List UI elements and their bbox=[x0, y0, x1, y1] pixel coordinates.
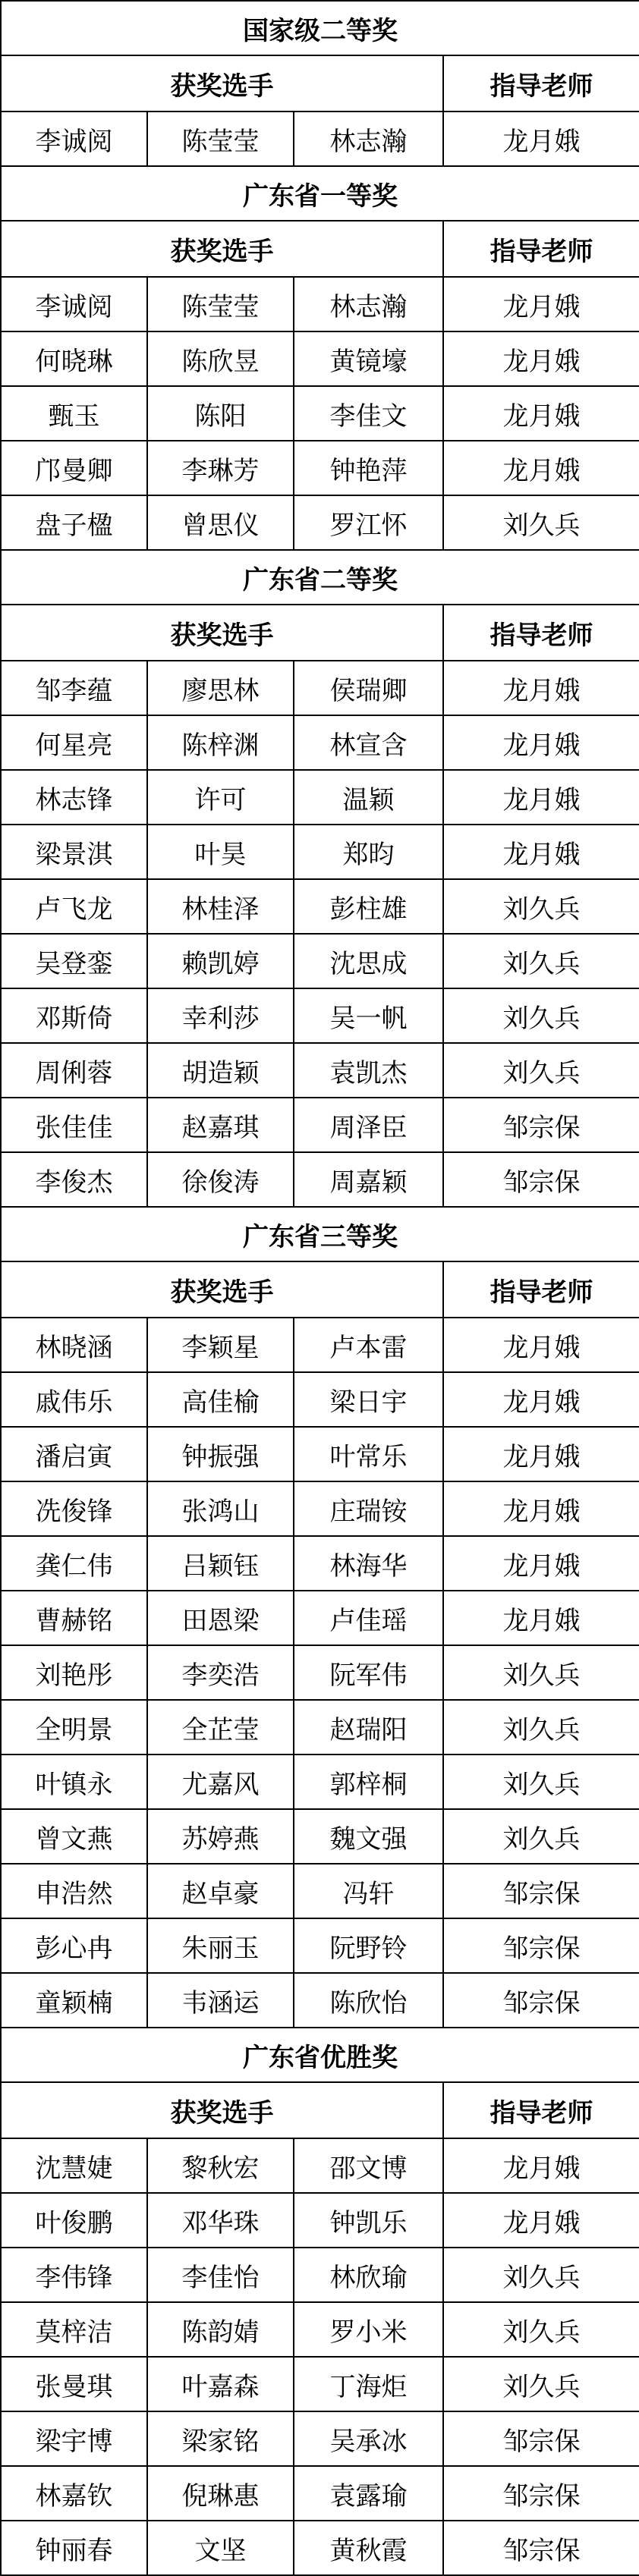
student-name-cell: 黄镜壕 bbox=[294, 331, 443, 386]
student-name-cell: 陈莹莹 bbox=[147, 112, 294, 166]
student-name-cell: 童颖楠 bbox=[1, 1973, 147, 2028]
teacher-name-cell: 邹宗保 bbox=[443, 1152, 639, 1207]
table-row bbox=[1, 1098, 639, 1152]
student-name-cell: 李伟锋 bbox=[1, 2248, 147, 2302]
teacher-name-cell: 刘久兵 bbox=[443, 1700, 639, 1755]
student-name-cell: 郭梓桐 bbox=[294, 1755, 443, 1809]
teacher-name-cell: 刘久兵 bbox=[443, 988, 639, 1043]
table-row bbox=[1, 715, 639, 770]
teacher-name-cell: 龙月娥 bbox=[443, 1481, 639, 1536]
teacher-name-cell: 龙月娥 bbox=[443, 331, 639, 386]
teacher-name-cell: 刘久兵 bbox=[443, 934, 639, 988]
student-name-cell: 廖思林 bbox=[147, 661, 294, 715]
student-name-cell: 林嘉钦 bbox=[1, 2466, 147, 2521]
teacher-name-cell: 龙月娥 bbox=[443, 1591, 639, 1645]
student-name-cell: 叶昊 bbox=[147, 825, 294, 879]
student-name-cell: 钟凯乐 bbox=[294, 2193, 443, 2248]
student-name-cell: 何星亮 bbox=[1, 715, 147, 770]
student-name-cell: 邵文博 bbox=[294, 2138, 443, 2193]
student-name-cell: 阮野铃 bbox=[294, 1918, 443, 1973]
section-title-row bbox=[1, 550, 639, 605]
student-name-cell: 冼俊锋 bbox=[1, 1481, 147, 1536]
student-name-cell: 赵嘉琪 bbox=[147, 1098, 294, 1152]
section-title-row bbox=[1, 1, 639, 55]
student-name-cell: 龚仁伟 bbox=[1, 1536, 147, 1591]
student-name-cell: 何晓琳 bbox=[1, 331, 147, 386]
student-name-cell: 陈欣昱 bbox=[147, 331, 294, 386]
teacher-name-cell: 龙月娥 bbox=[443, 661, 639, 715]
teacher-name-cell: 刘久兵 bbox=[443, 2248, 639, 2302]
table-row bbox=[1, 1755, 639, 1809]
student-name-cell: 林志锋 bbox=[1, 770, 147, 825]
student-name-cell: 林海华 bbox=[294, 1536, 443, 1591]
column-header-row bbox=[1, 221, 639, 277]
teacher-name-cell: 龙月娥 bbox=[443, 2138, 639, 2193]
student-name-cell: 徐俊涛 bbox=[147, 1152, 294, 1207]
student-name-cell: 黎秋宏 bbox=[147, 2138, 294, 2193]
table-row bbox=[1, 2357, 639, 2411]
section-title: 广东省优胜奖 bbox=[1, 2028, 639, 2082]
winners-header: 获奖选手 bbox=[1, 55, 443, 112]
student-name-cell: 阮军伟 bbox=[294, 1645, 443, 1700]
student-name-cell: 林欣瑜 bbox=[294, 2248, 443, 2302]
teacher-name-cell: 邹宗保 bbox=[443, 2466, 639, 2521]
student-name-cell: 许可 bbox=[147, 770, 294, 825]
teacher-name-cell: 刘久兵 bbox=[443, 1755, 639, 1809]
student-name-cell: 周泽臣 bbox=[294, 1098, 443, 1152]
table-row bbox=[1, 1973, 639, 2028]
table-row bbox=[1, 277, 639, 331]
student-name-cell: 盘子楹 bbox=[1, 495, 147, 550]
student-name-cell: 戚伟乐 bbox=[1, 1372, 147, 1427]
student-name-cell: 全芷莹 bbox=[147, 1700, 294, 1755]
table-row bbox=[1, 441, 639, 495]
student-name-cell: 陈梓渊 bbox=[147, 715, 294, 770]
teacher-name-cell: 邹宗保 bbox=[443, 1864, 639, 1918]
student-name-cell: 侯瑞卿 bbox=[294, 661, 443, 715]
table-row bbox=[1, 1318, 639, 1372]
student-name-cell: 叶嘉森 bbox=[147, 2357, 294, 2411]
student-name-cell: 曾思仪 bbox=[147, 495, 294, 550]
student-name-cell: 黄秋霞 bbox=[294, 2521, 443, 2575]
student-name-cell: 张佳佳 bbox=[1, 1098, 147, 1152]
table-row bbox=[1, 661, 639, 715]
section-title: 广东省二等奖 bbox=[1, 550, 639, 605]
student-name-cell: 周俐蓉 bbox=[1, 1043, 147, 1098]
student-name-cell: 叶俊鹏 bbox=[1, 2193, 147, 2248]
table-row bbox=[1, 2466, 639, 2521]
section-title: 国家级二等奖 bbox=[1, 1, 639, 55]
student-name-cell: 林宣含 bbox=[294, 715, 443, 770]
section-title-row bbox=[1, 2028, 639, 2082]
student-name-cell: 尤嘉风 bbox=[147, 1755, 294, 1809]
student-name-cell: 张曼琪 bbox=[1, 2357, 147, 2411]
teacher-header: 指导老师 bbox=[443, 55, 639, 112]
teacher-header: 指导老师 bbox=[443, 605, 639, 661]
student-name-cell: 赵瑞阳 bbox=[294, 1700, 443, 1755]
teacher-name-cell: 刘久兵 bbox=[443, 495, 639, 550]
teacher-name-cell: 龙月娥 bbox=[443, 1372, 639, 1427]
student-name-cell: 陈韵婧 bbox=[147, 2302, 294, 2357]
student-name-cell: 赵卓豪 bbox=[147, 1864, 294, 1918]
table-row bbox=[1, 1481, 639, 1536]
teacher-name-cell: 龙月娥 bbox=[443, 1536, 639, 1591]
student-name-cell: 李佳文 bbox=[294, 386, 443, 441]
student-name-cell: 林志瀚 bbox=[294, 277, 443, 331]
teacher-name-cell: 龙月娥 bbox=[443, 1318, 639, 1372]
student-name-cell: 周嘉颖 bbox=[294, 1152, 443, 1207]
teacher-name-cell: 刘久兵 bbox=[443, 1043, 639, 1098]
student-name-cell: 梁宇博 bbox=[1, 2411, 147, 2466]
student-name-cell: 温颖 bbox=[294, 770, 443, 825]
student-name-cell: 沈思成 bbox=[294, 934, 443, 988]
student-name-cell: 邓斯倚 bbox=[1, 988, 147, 1043]
teacher-name-cell: 刘久兵 bbox=[443, 879, 639, 934]
table-row bbox=[1, 988, 639, 1043]
student-name-cell: 韦涵运 bbox=[147, 1973, 294, 2028]
table-row bbox=[1, 1864, 639, 1918]
table-row bbox=[1, 1043, 639, 1098]
student-name-cell: 冯轩 bbox=[294, 1864, 443, 1918]
student-name-cell: 林桂泽 bbox=[147, 879, 294, 934]
student-name-cell: 邓华珠 bbox=[147, 2193, 294, 2248]
table-row bbox=[1, 1700, 639, 1755]
winners-header: 获奖选手 bbox=[1, 1261, 443, 1318]
student-name-cell: 文坚 bbox=[147, 2521, 294, 2575]
table-row bbox=[1, 1645, 639, 1700]
table-row bbox=[1, 879, 639, 934]
winners-header: 获奖选手 bbox=[1, 2082, 443, 2138]
column-header-row bbox=[1, 605, 639, 661]
teacher-name-cell: 龙月娥 bbox=[443, 770, 639, 825]
student-name-cell: 全明景 bbox=[1, 1700, 147, 1755]
student-name-cell: 莫梓洁 bbox=[1, 2302, 147, 2357]
table-row bbox=[1, 770, 639, 825]
student-name-cell: 卢本雷 bbox=[294, 1318, 443, 1372]
table-row bbox=[1, 1427, 639, 1481]
student-name-cell: 林志瀚 bbox=[294, 112, 443, 166]
student-name-cell: 曹赫铭 bbox=[1, 1591, 147, 1645]
student-name-cell: 吴承冰 bbox=[294, 2411, 443, 2466]
award-table-body bbox=[1, 1, 639, 2575]
student-name-cell: 叶常乐 bbox=[294, 1427, 443, 1481]
teacher-name-cell: 龙月娥 bbox=[443, 112, 639, 166]
student-name-cell: 彭心冉 bbox=[1, 1918, 147, 1973]
teacher-name-cell: 龙月娥 bbox=[443, 386, 639, 441]
section-title-row bbox=[1, 1207, 639, 1261]
teacher-name-cell: 龙月娥 bbox=[443, 1427, 639, 1481]
student-name-cell: 高佳榆 bbox=[147, 1372, 294, 1427]
table-row bbox=[1, 934, 639, 988]
table-row bbox=[1, 495, 639, 550]
student-name-cell: 李俊杰 bbox=[1, 1152, 147, 1207]
student-name-cell: 梁家铭 bbox=[147, 2411, 294, 2466]
table-row bbox=[1, 2411, 639, 2466]
student-name-cell: 钟丽春 bbox=[1, 2521, 147, 2575]
table-row bbox=[1, 2193, 639, 2248]
student-name-cell: 苏婷燕 bbox=[147, 1809, 294, 1864]
table-row bbox=[1, 386, 639, 441]
teacher-name-cell: 龙月娥 bbox=[443, 715, 639, 770]
teacher-name-cell: 邹宗保 bbox=[443, 1918, 639, 1973]
section-title: 广东省一等奖 bbox=[1, 166, 639, 221]
student-name-cell: 申浩然 bbox=[1, 1864, 147, 1918]
student-name-cell: 郑昀 bbox=[294, 825, 443, 879]
student-name-cell: 钟振强 bbox=[147, 1427, 294, 1481]
student-name-cell: 丁海炬 bbox=[294, 2357, 443, 2411]
student-name-cell: 邹李蕴 bbox=[1, 661, 147, 715]
teacher-header: 指导老师 bbox=[443, 2082, 639, 2138]
column-header-row bbox=[1, 2082, 639, 2138]
winners-header: 获奖选手 bbox=[1, 605, 443, 661]
student-name-cell: 罗江怀 bbox=[294, 495, 443, 550]
student-name-cell: 吴一帆 bbox=[294, 988, 443, 1043]
student-name-cell: 庄瑞铵 bbox=[294, 1481, 443, 1536]
student-name-cell: 陈莹莹 bbox=[147, 277, 294, 331]
table-row bbox=[1, 2302, 639, 2357]
winners-header: 获奖选手 bbox=[1, 221, 443, 277]
section-title-row bbox=[1, 166, 639, 221]
table-row bbox=[1, 1591, 639, 1645]
section-title: 广东省三等奖 bbox=[1, 1207, 639, 1261]
teacher-name-cell: 邹宗保 bbox=[443, 1973, 639, 2028]
teacher-name-cell: 邹宗保 bbox=[443, 1098, 639, 1152]
table-row bbox=[1, 2138, 639, 2193]
student-name-cell: 钟艳萍 bbox=[294, 441, 443, 495]
student-name-cell: 吕颖钰 bbox=[147, 1536, 294, 1591]
student-name-cell: 朱丽玉 bbox=[147, 1918, 294, 1973]
teacher-header: 指导老师 bbox=[443, 221, 639, 277]
table-row bbox=[1, 1809, 639, 1864]
student-name-cell: 陈阳 bbox=[147, 386, 294, 441]
table-row bbox=[1, 1152, 639, 1207]
student-name-cell: 卢佳瑶 bbox=[294, 1591, 443, 1645]
student-name-cell: 魏文强 bbox=[294, 1809, 443, 1864]
student-name-cell: 潘启寅 bbox=[1, 1427, 147, 1481]
column-header-row bbox=[1, 55, 639, 112]
table-row bbox=[1, 2521, 639, 2575]
teacher-name-cell: 邹宗保 bbox=[443, 2411, 639, 2466]
student-name-cell: 曾文燕 bbox=[1, 1809, 147, 1864]
student-name-cell: 卢飞龙 bbox=[1, 879, 147, 934]
table-row bbox=[1, 825, 639, 879]
teacher-name-cell: 龙月娥 bbox=[443, 2193, 639, 2248]
student-name-cell: 刘艳彤 bbox=[1, 1645, 147, 1700]
student-name-cell: 李诚阅 bbox=[1, 112, 147, 166]
teacher-name-cell: 龙月娥 bbox=[443, 825, 639, 879]
teacher-name-cell: 龙月娥 bbox=[443, 441, 639, 495]
teacher-name-cell: 邹宗保 bbox=[443, 2521, 639, 2575]
student-name-cell: 田恩梁 bbox=[147, 1591, 294, 1645]
student-name-cell: 彭柱雄 bbox=[294, 879, 443, 934]
student-name-cell: 李诚阅 bbox=[1, 277, 147, 331]
table-row bbox=[1, 112, 639, 166]
student-name-cell: 叶镇永 bbox=[1, 1755, 147, 1809]
student-name-cell: 李奕浩 bbox=[147, 1645, 294, 1700]
student-name-cell: 李颖星 bbox=[147, 1318, 294, 1372]
table-row bbox=[1, 1372, 639, 1427]
table-row bbox=[1, 331, 639, 386]
student-name-cell: 甄玉 bbox=[1, 386, 147, 441]
teacher-name-cell: 刘久兵 bbox=[443, 2357, 639, 2411]
student-name-cell: 胡造颖 bbox=[147, 1043, 294, 1098]
teacher-header: 指导老师 bbox=[443, 1261, 639, 1318]
student-name-cell: 邝曼卿 bbox=[1, 441, 147, 495]
table-row bbox=[1, 2248, 639, 2302]
teacher-name-cell: 刘久兵 bbox=[443, 1645, 639, 1700]
table-row bbox=[1, 1536, 639, 1591]
table-row bbox=[1, 1918, 639, 1973]
student-name-cell: 李琳芳 bbox=[147, 441, 294, 495]
student-name-cell: 吴登銮 bbox=[1, 934, 147, 988]
column-header-row bbox=[1, 1261, 639, 1318]
student-name-cell: 梁日宇 bbox=[294, 1372, 443, 1427]
student-name-cell: 陈欣怡 bbox=[294, 1973, 443, 2028]
student-name-cell: 梁景淇 bbox=[1, 825, 147, 879]
teacher-name-cell: 刘久兵 bbox=[443, 1809, 639, 1864]
student-name-cell: 李佳怡 bbox=[147, 2248, 294, 2302]
student-name-cell: 张鸿山 bbox=[147, 1481, 294, 1536]
student-name-cell: 幸利莎 bbox=[147, 988, 294, 1043]
student-name-cell: 沈慧婕 bbox=[1, 2138, 147, 2193]
student-name-cell: 袁露瑜 bbox=[294, 2466, 443, 2521]
student-name-cell: 袁凯杰 bbox=[294, 1043, 443, 1098]
teacher-name-cell: 刘久兵 bbox=[443, 2302, 639, 2357]
teacher-name-cell: 龙月娥 bbox=[443, 277, 639, 331]
student-name-cell: 林晓涵 bbox=[1, 1318, 147, 1372]
student-name-cell: 赖凯婷 bbox=[147, 934, 294, 988]
student-name-cell: 倪琳惠 bbox=[147, 2466, 294, 2521]
student-name-cell: 罗小米 bbox=[294, 2302, 443, 2357]
